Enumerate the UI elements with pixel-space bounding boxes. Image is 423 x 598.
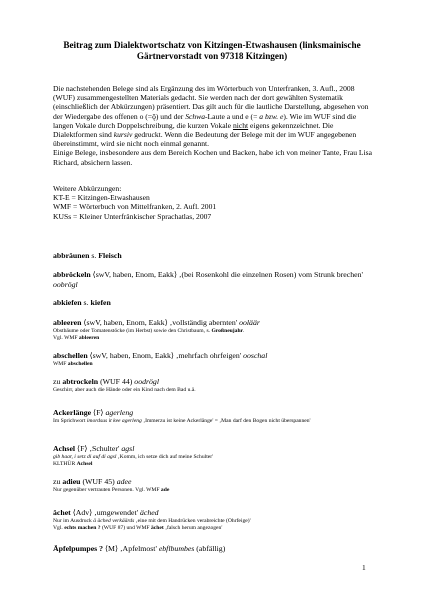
entry-text: ⟨F⟩: [91, 408, 106, 417]
entry-aechet: [53, 508, 383, 532]
note-reference: echts machen ?: [64, 524, 101, 531]
note-dialect-quote: imordsus it kee agerleng: [86, 417, 142, 424]
note-text: .: [243, 327, 245, 334]
entry-dialect-form: oodrögl: [134, 377, 159, 386]
entry-text: ⟨swV, haben, Enom, Eakk⟩ ‚vollständig abernten': [81, 318, 240, 327]
entry-text: ⟨Adv⟩ ‚umgewendet': [70, 508, 140, 517]
entry-text: ⟨swV, haben, Enom, Eakk⟩ ‚(bei Rosenkohl die einzelnen Rosen) vom Strunk brechen': [90, 270, 363, 279]
entry-headword: Äpfelpumpes ?: [53, 544, 104, 553]
entry-reference: Fleisch: [98, 251, 122, 260]
abbreviations-block: [53, 184, 216, 221]
intro-text: eigens gekennzeichnet. Die Dialektformen sind: [53, 120, 334, 140]
intro-underlined: nicht: [232, 120, 249, 130]
intro-schwa: Schwa: [185, 111, 206, 121]
entry-note: [53, 328, 383, 335]
note-reference: ächet: [150, 524, 164, 531]
entry-dialect-form: oobrögl: [53, 279, 78, 289]
entry-dialect-form: ooläär: [239, 318, 260, 327]
entry-dialect-form: ebflbumbes: [158, 544, 195, 553]
entry-abschellen: [53, 351, 383, 368]
entry-note: [53, 361, 383, 368]
note-text: ‚eine mit dem Handrücken verabreichte (Ohrfeige)': [134, 517, 251, 524]
entry-ableeren: [53, 318, 383, 342]
entry-note: Geschirr, aber auch die Hände oder ein Kind nach dem Bad u.ä.: [53, 386, 196, 393]
entry-text: s.: [81, 298, 91, 307]
note-reference: abschellen: [67, 360, 93, 367]
entry-note: [53, 518, 383, 525]
note-text: KLTHÜR: [53, 460, 77, 467]
note-text: ‚falsch herum angezogen': [163, 524, 223, 531]
document-title: [22, 40, 402, 62]
title-line-1: Beitrag zum Dialektwortschatz von Kitzingen-Etwashausen (linksmainische: [63, 40, 361, 50]
entry-headword: Ackerlänge: [53, 408, 92, 417]
intro-italic: a bzw. e: [259, 111, 284, 121]
entry-headword: abkiefen: [53, 298, 82, 307]
entry-text: ⟨M⟩ ‚Apfelmost': [103, 544, 159, 553]
entry-note: [53, 335, 383, 342]
intro-italic: kursiv: [113, 130, 133, 140]
entry-text: (abfällig): [194, 544, 226, 553]
note-text: WMF: [53, 360, 68, 367]
intro-paragraph: [53, 84, 375, 167]
entry-dialect-form: ooschal: [243, 351, 268, 360]
entry-abbraeunen: [53, 251, 383, 261]
entry-dialect-form: adee: [116, 477, 132, 486]
entry-abtrockeln: [53, 377, 383, 394]
entry-headword: abbröckeln: [53, 270, 91, 279]
entry-achsel: [53, 444, 383, 468]
note-text: Vgl. WMF: [53, 334, 79, 341]
intro-text: gedruckt. Wenn die Bedeutung der Belege mit der im WUF angegebenen übereinstimmt, wird sie nicht noch einmal genannt.: [53, 130, 357, 149]
entry-headword: ächet: [53, 508, 71, 517]
entry-note: [53, 525, 383, 532]
entry-dialect-form: agerleng: [105, 408, 134, 417]
title-line-2: Gärtnervorstadt von 97318 Kitzingen): [136, 51, 288, 61]
entry-headword: abtrockeln: [62, 377, 99, 386]
note-reference: ade: [160, 486, 170, 493]
note-text: ‚Komm, ich setze dich auf meine Schulter': [116, 453, 214, 460]
entry-dialect-form: äched: [139, 508, 159, 517]
abbreviation-item: KUSs = Kleiner Unterfränkischer Sprachatlas, 2007: [53, 211, 212, 221]
abbreviation-item: WMF = Wörterbuch von Mittelfranken, 2. Aufl. 2001: [53, 202, 217, 212]
entry-prefix: zu: [53, 477, 63, 486]
entry-text: ⟨F⟩ ‚Schulter': [75, 444, 122, 453]
entry-note: [53, 454, 383, 461]
entry-adieu: [53, 477, 383, 494]
entry-headword: abbräunen: [53, 251, 90, 260]
entry-reference: kiefen: [90, 298, 111, 307]
entry-headword: adieu: [62, 477, 81, 486]
abbreviations-heading: Weitere Abkürzungen:: [53, 184, 122, 193]
note-text: Nur im Ausdruck: [53, 517, 94, 524]
entry-headword: ableeren: [53, 318, 82, 327]
entry-prefix: zu: [53, 377, 63, 386]
entry-note: [53, 461, 383, 468]
note-text: ‚Immerzu ist keine Ackerlänge' = ‚Man darf den Bogen nicht überspannen': [141, 417, 311, 424]
note-text: Vgl.: [53, 524, 65, 531]
intro-text: -Laute a und e (=: [205, 111, 260, 121]
entry-note: [53, 418, 383, 425]
note-reference: Großneujahr: [211, 327, 244, 334]
entry-headword: Achsel: [53, 444, 76, 453]
entry-text: s.: [89, 251, 99, 260]
entry-abbroeckeln: [53, 270, 383, 289]
note-dialect-quote: ä äched verkäärds: [93, 517, 135, 524]
note-text: Im Sprichwort: [53, 417, 87, 424]
entry-note: [53, 487, 383, 494]
entry-text: (WUF 44): [98, 377, 135, 386]
abbreviation-item: KT-E = Kitzingen-Etwashausen: [53, 193, 150, 203]
note-reference: Achsel: [76, 460, 93, 467]
note-text: Nur gegenüber vertrauten Personen. Vgl. WMF: [53, 486, 161, 493]
entry-headword: abschellen: [53, 351, 88, 360]
note-dialect-quote: gib haar, i setz di auf di agsl: [53, 453, 117, 460]
intro-paragraph-2: Einige Belege, insbesondere aus dem Bereich Kochen und Backen, habe ich von meiner Tante, Frau Lisa Richard, absichern lassen.: [53, 148, 373, 167]
intro-text: Die nachstehenden Belege sind als Ergänzung des im Wörterbuch von Unterfranken, 3. Aufl., 2008 (WUF) zusammengestellten Materials gedacht. Sie werden nach der dort gewählten Systematik (einschließlich der Abkürzungen) präsentiert. Das gilt auch für die lautliche Darstellung, abgesehen von der Wiedergabe des offenen o (=ǭ) und der: [53, 84, 369, 121]
page-number: 1: [362, 563, 366, 572]
entry-dialect-form: agsl: [121, 444, 135, 453]
entry-abkiefen: [53, 298, 383, 308]
entry-text: (WUF 45): [80, 477, 117, 486]
note-reference: ableeren: [78, 334, 100, 341]
entry-aepfelpumpes: [53, 544, 383, 554]
intro-text: ). Wie im WUF sind die langen Vokale durch Doppelschreibung, die kurzen Vokale: [53, 111, 357, 130]
entry-text: ⟨swV, haben, Enom, Eakk⟩ ‚mehrfach ohrfeigen': [87, 351, 244, 360]
entry-ackerlaenge: [53, 408, 383, 425]
note-text: (WUF 87) und WMF: [100, 524, 151, 531]
note-text: Obstbäume oder Tomatenstöcke (im Herbst) sowie den Christbaum, s.: [53, 327, 212, 334]
